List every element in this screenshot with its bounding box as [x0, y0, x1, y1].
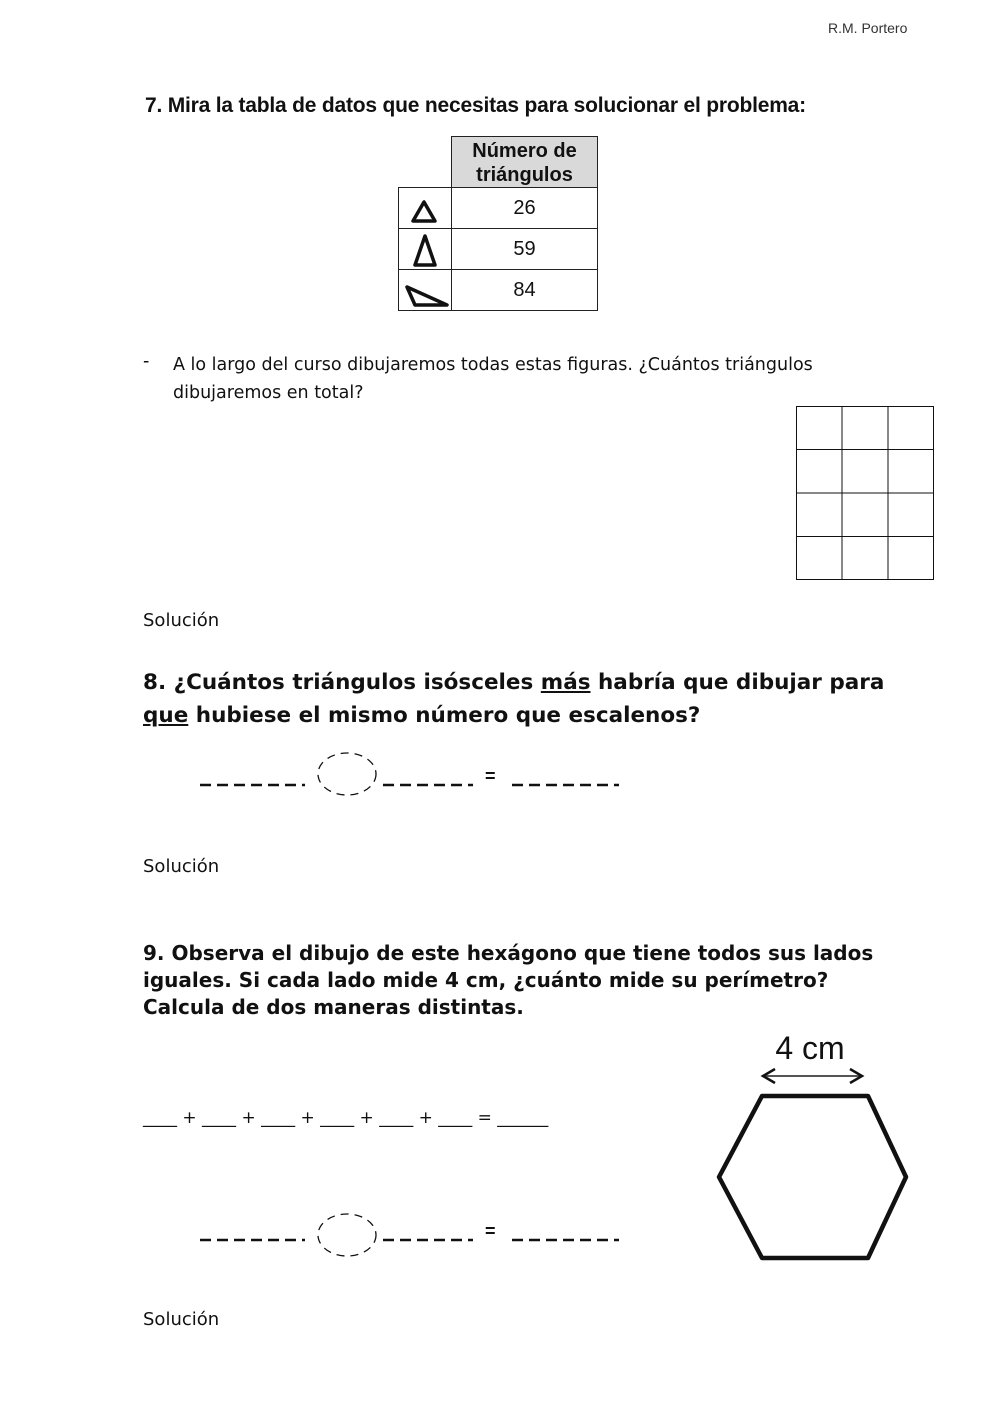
- table-row: [398, 228, 598, 270]
- side-length-label: 4 cm: [775, 1030, 845, 1066]
- operation-template-q9: [195, 1208, 625, 1264]
- sum-line: ____ + ____ + ____ + ____ + ____ + ____ = ______: [143, 1108, 549, 1128]
- isosceles-triangle-icon: [403, 232, 449, 270]
- hexagon-figure: [710, 1025, 920, 1270]
- hexagon-shape: [719, 1096, 906, 1258]
- author-name: R.M. Portero: [828, 20, 908, 36]
- equilateral-triangle-icon: [403, 191, 449, 227]
- equals-sign: =: [485, 1221, 496, 1241]
- table-row: [398, 269, 598, 311]
- equals-sign: =: [485, 766, 496, 786]
- solution-label-q9: Solución: [143, 1309, 220, 1330]
- table-header: Número de triángulos: [451, 136, 598, 188]
- table-cell-value: 26: [451, 187, 598, 229]
- solution-label-q7: Solución: [143, 610, 220, 631]
- answer-grid: [796, 406, 934, 580]
- table-cell-value: 59: [451, 228, 598, 270]
- scalene-triangle-icon: [403, 273, 449, 309]
- operator-circle[interactable]: [318, 753, 376, 795]
- question-9-title: 9. Observa el dibujo de este hexágono que tiene todos sus lados iguales. Si cada lado mide 4 cm, ¿cuánto mide su perímetro? Calcula de dos maneras distintas.: [143, 941, 874, 1019]
- data-table: [398, 136, 600, 314]
- question-7-text: A lo largo del curso dibujaremos todas estas figuras. ¿Cuántos triángulos dibujaremos en total?: [173, 355, 813, 403]
- double-arrow-icon: [763, 1069, 862, 1083]
- solution-label-q8: Solución: [143, 856, 220, 877]
- table-cell-value: 84: [451, 269, 598, 311]
- operation-template-q8: [195, 748, 625, 804]
- question-7-title: 7. Mira la tabla de datos que necesitas para solucionar el problema:: [145, 94, 806, 117]
- table-row: [398, 187, 598, 229]
- operator-circle[interactable]: [318, 1214, 376, 1256]
- bullet-dash: -: [143, 351, 150, 372]
- question-8-title: 8. ¿Cuántos triángulos isósceles más habría que dibujar para que hubiese el mismo número que escalenos?: [143, 670, 885, 728]
